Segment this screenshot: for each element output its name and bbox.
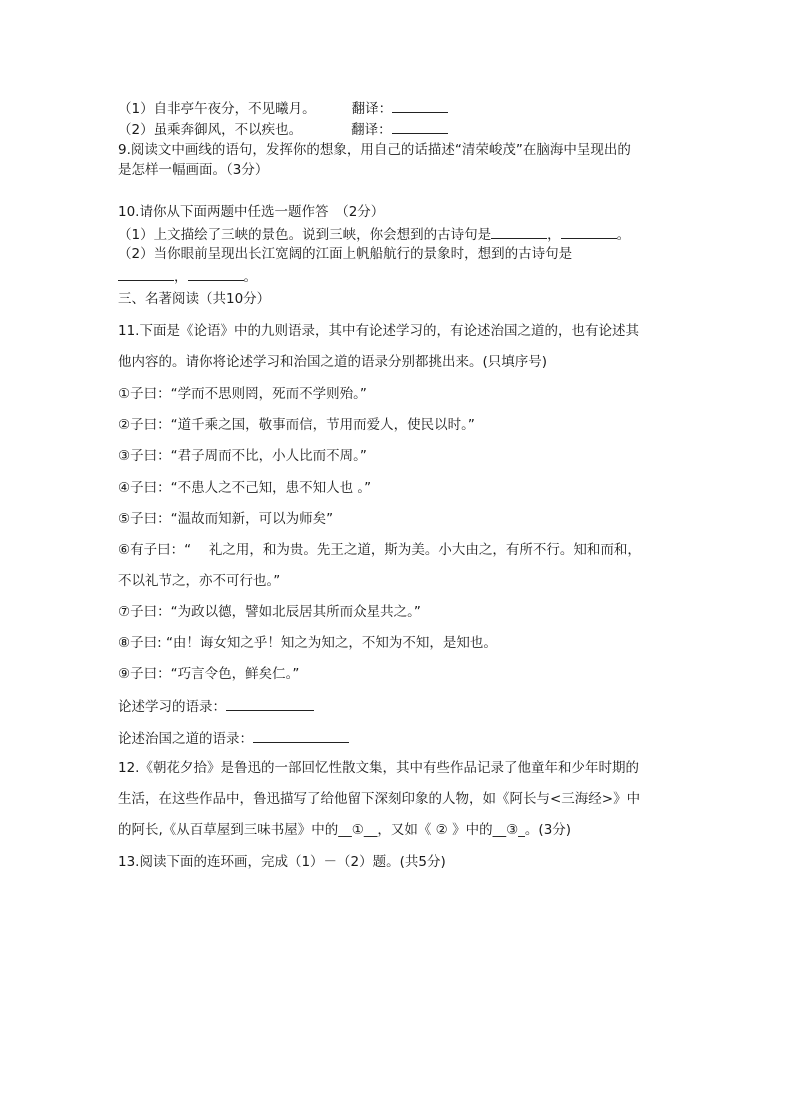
quote-5: ⑤子曰：“温故而知新，可以为师矣” — [118, 511, 334, 527]
answer-blank[interactable] — [392, 119, 448, 134]
answer-blank[interactable] — [188, 266, 244, 281]
answer-study-row — [118, 696, 314, 716]
quote-6-line-2: 不以礼节之，亦不可行也。” — [118, 573, 281, 589]
quote-2: ②子曰：“道千乘之国，敬事而信，节用而爱人，使民以时。” — [118, 417, 475, 433]
q8-item-2 — [118, 119, 448, 139]
q8-item-1-label: 翻译： — [351, 101, 393, 117]
q9-line-2: 是怎样一幅画面。（3分） — [118, 162, 269, 178]
q8-item-1-text: （1）自非亭午夜分，不见曦月。 — [118, 101, 316, 117]
q8-item-2-label: 翻译： — [351, 122, 392, 138]
q10-item-1-end: 。 — [616, 227, 631, 243]
answer-blank[interactable] — [392, 98, 448, 113]
answer-blank[interactable] — [561, 224, 617, 239]
answer-study-label: 论述学习的语录： — [118, 699, 226, 715]
quote-8: ⑧子曰: “由！诲女知之乎！知之为知之，不知为不知，是知也。 — [118, 635, 497, 651]
answer-govern-label: 论述治国之道的语录： — [118, 731, 253, 747]
q10-item-2-sep: ， — [174, 269, 188, 285]
answer-blank[interactable] — [118, 266, 174, 281]
q12-line-2: 生活，在这些作品中，鲁迅描写了给他留下深刻印象的人物，如《阿长与<三海经>》中 — [118, 791, 641, 807]
quote-3: ③子曰：“君子周而不比，小人比而不周。” — [118, 448, 367, 464]
q11-line-1: 11.下面是《论语》中的九则语录，其中有论述学习的，有论述治国之道的，也有论述其 — [118, 323, 639, 339]
quote-4: ④子曰：“不患人之不己知，患不知人也 。” — [118, 480, 372, 496]
q10-item-2: （2）当你眼前呈现出长江宽阔的江面上帆船航行的景象时，想到的古诗句是 — [118, 246, 573, 262]
q10-item-1 — [118, 224, 630, 244]
q8-item-2-text: （2）虽乘奔御风，不以疾也。 — [118, 122, 303, 138]
q10-item-1-text: （1）上文描绘了三峡的景色。说到三峡，你会想到的古诗句是 — [118, 227, 492, 243]
q12-line-1: 12.《朝花夕拾》是鲁迅的一部回忆性散文集，其中有些作品记录了他童年和少年时期的 — [118, 760, 639, 776]
quote-1: ①子曰：“学而不思则罔，死而不学则殆。” — [118, 386, 367, 402]
q12-line-3: 的阿长,《从百草屋到三味书屋》中的__①__，又如《 ② 》中的__③_。(3分) — [118, 822, 572, 838]
section-3-title: 三、名著阅读（共10分） — [118, 291, 271, 307]
answer-blank[interactable] — [491, 224, 547, 239]
quote-7: ⑦子曰：“为政以德，譬如北辰居其所而众星共之。” — [118, 604, 421, 620]
q11-line-2: 他内容的。请你将论述学习和治国之道的语录分别都挑出来。(只填序号) — [118, 354, 548, 370]
q10-title: 10.请你从下面两题中任选一题作答 （2分） — [118, 204, 385, 220]
q10-item-1-sep: ， — [547, 227, 561, 243]
quote-6-line-1: ⑥有子曰：“ 礼之用，和为贵。先王之道，斯为美。小大由之，有所不行。知和而和， — [118, 542, 641, 558]
q10-item-2-end: 。 — [243, 269, 257, 285]
answer-study-blank[interactable] — [226, 696, 314, 711]
answer-govern-blank[interactable] — [253, 728, 349, 743]
q8-item-1 — [118, 98, 448, 118]
q13-line-1: 13.阅读下面的连环画，完成（1）－（2）题。(共5分) — [118, 854, 446, 870]
q10-item-2-answer — [118, 266, 257, 286]
answer-govern-row — [118, 728, 349, 748]
q9-line-1: 9.阅读文中画线的语句，发挥你的想象，用自己的话描述“清荣峻茂”在脑海中呈现出的 — [118, 142, 631, 158]
quote-9: ⑨子曰：“巧言令色，鲜矣仁。” — [118, 666, 300, 682]
